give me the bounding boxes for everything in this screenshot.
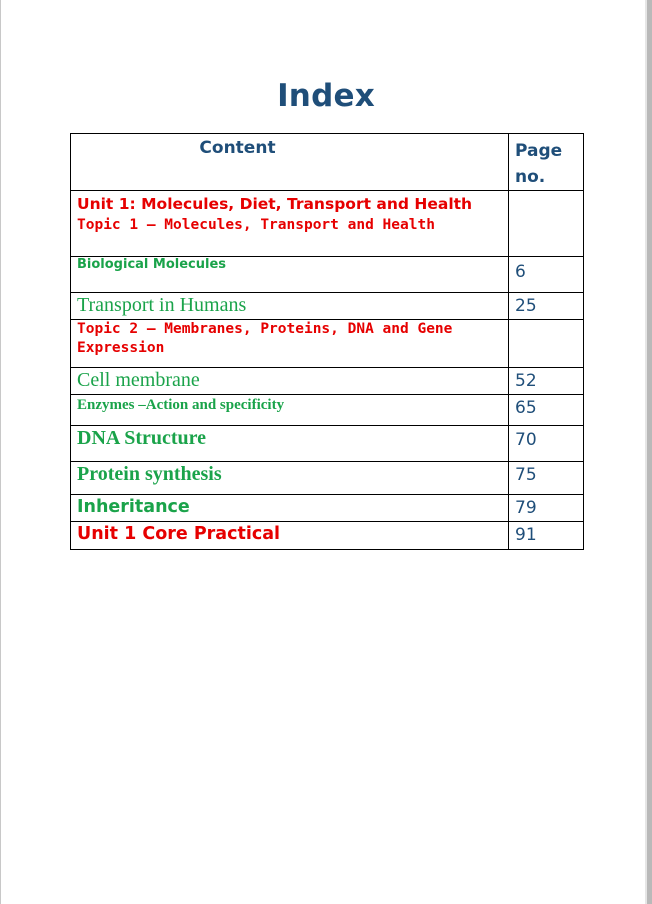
row-page: 6: [509, 257, 584, 293]
table-header-row: [71, 134, 584, 191]
row-content[interactable]: Inheritance: [71, 495, 509, 522]
row-content[interactable]: DNA Structure: [71, 426, 509, 462]
header-page-line1: Page: [515, 141, 563, 161]
table-row: [71, 293, 584, 320]
row-content[interactable]: Cell membrane: [71, 368, 509, 395]
table-row: [71, 462, 584, 495]
table-row: [71, 191, 584, 257]
page-right-edge: [647, 0, 652, 904]
header-page-no: [509, 134, 584, 191]
topic-heading: Topic 2 – Membranes, Proteins, DNA and Gene Expression: [71, 320, 509, 368]
table-row: [71, 395, 584, 426]
table-row: [71, 522, 584, 550]
row-content[interactable]: Biological Molecules: [71, 257, 509, 293]
header-page-line2: no.: [515, 167, 546, 187]
row-content[interactable]: Transport in Humans: [71, 293, 509, 320]
unit-heading: Unit 1: Molecules, Diet, Transport and Health: [77, 195, 473, 213]
index-table: [70, 133, 584, 550]
header-content: Content: [71, 134, 509, 191]
table-row: [71, 257, 584, 293]
table-row: [71, 320, 584, 368]
row-content[interactable]: Unit 1 Core Practical: [71, 522, 509, 550]
row-content[interactable]: Protein synthesis: [71, 462, 509, 495]
row-content[interactable]: Enzymes –Action and specificity: [71, 395, 509, 426]
row-content: [71, 191, 509, 257]
row-page: 91: [509, 522, 584, 550]
table-row: [71, 495, 584, 522]
table-row: [71, 426, 584, 462]
row-page: [509, 320, 584, 368]
row-page: [509, 191, 584, 257]
row-page: 52: [509, 368, 584, 395]
row-page: 79: [509, 495, 584, 522]
row-page: 25: [509, 293, 584, 320]
row-page: 65: [509, 395, 584, 426]
page-left-edge: [0, 0, 1, 904]
row-page: 75: [509, 462, 584, 495]
row-page: 70: [509, 426, 584, 462]
page-title: Index: [277, 78, 375, 114]
table-row: [71, 368, 584, 395]
topic-heading: Topic 1 – Molecules, Transport and Health: [77, 217, 435, 233]
